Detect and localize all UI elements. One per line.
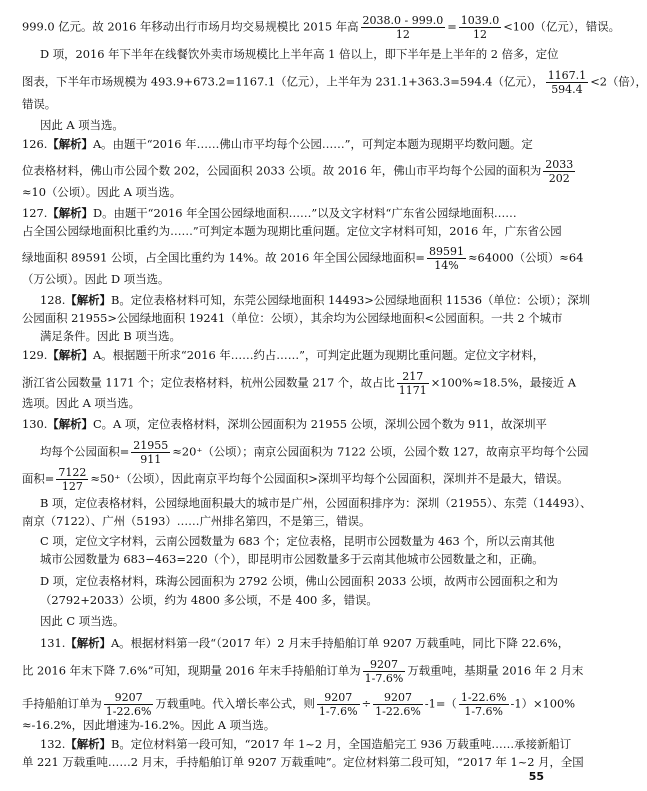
- line-text: C。A 项，定位表格材料，深圳公园面积为 21955 公顷，深圳公园个数为 911，故深圳平: [92, 417, 547, 431]
- fraction-denominator: 202: [548, 172, 570, 185]
- analysis-tag: 【解析】: [65, 293, 111, 307]
- text-line: [22, 691, 576, 718]
- fraction-denominator: 1-7.6%: [364, 672, 404, 685]
- line-text: 公园面积 21955>公园绿地面积 19241（单位：公顷），其余均为公园绿地面积<公园面积。一共 2 个城市: [22, 311, 563, 325]
- text-line: [40, 634, 570, 652]
- text-line: [40, 439, 589, 466]
- fraction-numerator: 9207: [363, 658, 406, 672]
- question-number: 131.: [40, 636, 66, 650]
- text-line: [40, 735, 572, 753]
- fraction: [363, 658, 406, 685]
- question-number: 130.: [22, 417, 48, 431]
- text-line: [40, 45, 559, 63]
- text-line: [22, 346, 546, 364]
- line-text: 因此 C 项当选。: [40, 614, 125, 628]
- fraction-numerator: 89591: [428, 245, 464, 258]
- line-text: D。由题干“2016 年全国公园绿地面积……”以及文字材料“广东省公园绿地面积……: [92, 206, 517, 220]
- line-text: A。根据材料第一段“（2017 年）2 月末手持船舶订单 9207 万载重吨，同比下降 22.6%，: [110, 636, 570, 650]
- fraction-numerator: 1167.1: [547, 69, 587, 82]
- line-text: 万载重吨，基期量 2016 年 2 月末: [407, 663, 584, 678]
- page-number: 55: [528, 770, 544, 783]
- line-text: 单 221 万载重吨……2 月末，手持船舶订单 9207 万载重吨”。定位材料第二段可知，“2017 年 1~2 月，全国: [22, 755, 584, 769]
- line-text: A。根据题干所求“2016 年……约占……”，可判定此题为现期比重问题。定位文字材料，: [92, 348, 545, 362]
- fraction-denominator: 1-7.6%: [464, 705, 503, 718]
- fraction: [104, 691, 154, 718]
- line-text: 绿地面积 89591 公顷，占全国比重约为 14%。故 2016 年全国公园绿地面积=: [22, 250, 425, 265]
- fraction-numerator: 21955: [133, 439, 169, 452]
- line-text: 面积=: [22, 471, 55, 486]
- text-line: [22, 245, 584, 272]
- text-line: [22, 466, 569, 493]
- fraction-denominator: 1171: [398, 384, 427, 397]
- analysis-tag: 【解析】: [65, 737, 111, 751]
- fraction: [427, 245, 466, 272]
- text-line: [22, 512, 546, 530]
- line-text: A。由题干“2016 年……佛山市平均每个公园……”，可判定本题为现期平均数问题。定: [92, 137, 533, 151]
- text-line: [40, 494, 592, 512]
- fraction: [397, 370, 429, 397]
- fraction-denominator: 14%: [434, 259, 459, 272]
- fraction-numerator: 2033: [545, 158, 574, 171]
- analysis-tag: 【解析】: [47, 417, 93, 431]
- fraction: [459, 14, 502, 41]
- fraction-numerator: 9207: [373, 691, 423, 705]
- text-line: [22, 415, 546, 433]
- fraction-denominator: 1-22.6%: [375, 705, 421, 718]
- line-text: 999.0 亿元。故 2016 年移动出行市场月均交易规模比 2015 年高: [22, 19, 359, 34]
- text-line: [22, 69, 647, 96]
- fraction: [361, 14, 446, 41]
- text-line: [22, 370, 577, 397]
- text-line: [40, 612, 546, 630]
- question-number: 127.: [22, 206, 48, 220]
- text-line: [22, 158, 574, 185]
- text-line: [40, 591, 546, 609]
- line-text: ×100%≈18.5%，最接近 A: [430, 375, 577, 390]
- text-line: [22, 394, 546, 412]
- analysis-tag: 【解析】: [65, 636, 111, 650]
- line-text: 错误。: [22, 97, 57, 111]
- text-line: [40, 291, 591, 309]
- text-line: [22, 183, 546, 201]
- line-text: 占全国公园绿地面积比重约为……”可判定本题为现期比重问题。定位文字材料可知，2016 年，广东省公园: [22, 224, 562, 238]
- analysis-tag: 【解析】: [47, 348, 93, 362]
- fraction-denominator: 594.4: [551, 83, 583, 96]
- line-text: 浙江省公园数量 1171 个；定位表格材料，杭州公园数量 217 个，故占比: [22, 375, 395, 390]
- text-line: [22, 95, 546, 113]
- fraction-denominator: 1-7.6%: [318, 705, 358, 718]
- line-text: B。定位材料第一段可知，“2017 年 1~2 月，全国造船完工 936 万载重吨……承接新船订: [110, 737, 572, 751]
- line-text: ≈-16.2%，因此增速为-16.2%。因此 A 项当选。: [22, 718, 276, 732]
- text-line: [22, 135, 546, 153]
- line-text: 南京（7122）、广州（5193）……广州排名第四，不是第三，错误。: [22, 514, 371, 528]
- line-text: 因此 A 项当选。: [40, 118, 124, 132]
- text-line: [40, 327, 546, 345]
- line-text: 比 2016 年末下降 7.6%”可知，现期量 2016 年末手持船舶订单为: [22, 663, 361, 678]
- fraction-denominator: 12: [473, 28, 488, 41]
- fraction-numerator: 1-22.6%: [460, 691, 507, 704]
- line-text: 手持船舶订单为: [22, 696, 102, 711]
- fraction-numerator: 9207: [104, 691, 154, 705]
- text-line: [22, 753, 584, 771]
- line-text: ≈10（公顷）。因此 A 项当选。: [22, 185, 182, 199]
- question-number: 126.: [22, 137, 48, 151]
- text-line: [22, 716, 546, 734]
- line-text: <2（倍），: [590, 74, 647, 89]
- line-text: 位表格材料，佛山市公园个数 202，公园面积 2033 公顷。故 2016 年，佛山市平均每个公园的面积为: [22, 163, 542, 178]
- line-text: D 项，定位表格材料，珠海公园面积为 2792 公顷，佛山公园面积 2033 公顷，故两市公园面积之和为: [40, 574, 559, 588]
- fraction-denominator: 12: [395, 28, 410, 41]
- fraction: [131, 439, 170, 466]
- text-line: [40, 550, 546, 568]
- fraction-denominator: 127: [61, 480, 83, 493]
- fraction: [546, 69, 589, 96]
- line-text: （2792+2033）公顷，约为 4800 多公顷，不是 400 多，错误。: [40, 593, 378, 607]
- fraction-numerator: 7122: [58, 466, 87, 479]
- fraction: [317, 691, 360, 718]
- line-text: ≈64000（公顷）≈64: [467, 250, 584, 265]
- fraction-denominator: 911: [140, 453, 162, 466]
- text-line: [22, 658, 584, 685]
- line-text: 均每个公园面积=: [40, 444, 130, 459]
- fraction: [56, 466, 88, 493]
- fraction: [459, 691, 509, 718]
- line-text: =: [447, 19, 457, 34]
- analysis-tag: 【解析】: [47, 206, 93, 220]
- line-text: 城市公园数量为 683−463=220（个），即昆明市公园数量多于云南其他城市公园数量之和，正确。: [40, 552, 544, 566]
- line-text: <100（亿元），错误。: [503, 19, 620, 34]
- text-line: [22, 14, 620, 41]
- fraction-numerator: 217: [397, 370, 429, 384]
- line-text: D 项，2016 年下半年在线餐饮外卖市场规模比上半年高 1 倍以上，即下半年是上半年的 2 倍多，定位: [40, 47, 559, 61]
- line-text: -1）×100%: [510, 696, 576, 711]
- line-text: 万载重吨。代入增长率公式，则: [155, 696, 315, 711]
- fraction-numerator: 9207: [317, 691, 360, 705]
- line-text: 图表，下半年市场规模为 493.9+673.2=1167.1（亿元），上半年为 231.1+363.3=594.4（亿元），: [22, 74, 544, 89]
- line-text: 满足条件。因此 B 项当选。: [40, 329, 181, 343]
- line-text: C 项，定位文字材料，云南公园数量为 683 个；定位表格，昆明市公园数量为 463 个，所以云南其他: [40, 534, 555, 548]
- text-line: [40, 532, 555, 550]
- text-line: [40, 572, 559, 590]
- line-text: 选项。因此 A 项当选。: [22, 396, 140, 410]
- analysis-tag: 【解析】: [47, 137, 93, 151]
- fraction: [543, 158, 575, 185]
- text-line: [40, 116, 546, 134]
- fraction-numerator: 1039.0: [460, 14, 500, 27]
- line-text: B 项，定位表格材料，公园绿地面积最大的城市是广州，公园面积排序为：深圳（21955）、东莞（14493）、: [40, 496, 592, 510]
- fraction: [373, 691, 423, 718]
- fraction-numerator: 2038.0 - 999.0: [362, 14, 444, 27]
- text-line: [22, 309, 563, 327]
- fraction-denominator: 1-22.6%: [105, 705, 152, 718]
- text-line: [22, 222, 562, 240]
- question-number: 128.: [40, 293, 66, 307]
- line-text: ÷: [361, 696, 372, 711]
- question-number: 129.: [22, 348, 48, 362]
- text-line: [22, 204, 546, 222]
- text-line: [22, 270, 546, 288]
- line-text: -1=（: [424, 696, 457, 711]
- question-number: 132.: [40, 737, 66, 751]
- line-text: （万公顷）。因此 D 项当选。: [22, 272, 170, 286]
- line-text: ≈20⁺（公顷）；南京公园面积为 7122 公顷，公园个数 127，故南京平均每个公园: [172, 444, 589, 459]
- line-text: ≈50⁺（公顷），因此南京平均每个公园面积>深圳平均每个公园面积，深圳并不是最大，错误。: [90, 471, 569, 486]
- line-text: B。定位表格材料可知，东莞公园绿地面积 14493>公园绿地面积 11536（单位：公顷）；深圳: [110, 293, 591, 307]
